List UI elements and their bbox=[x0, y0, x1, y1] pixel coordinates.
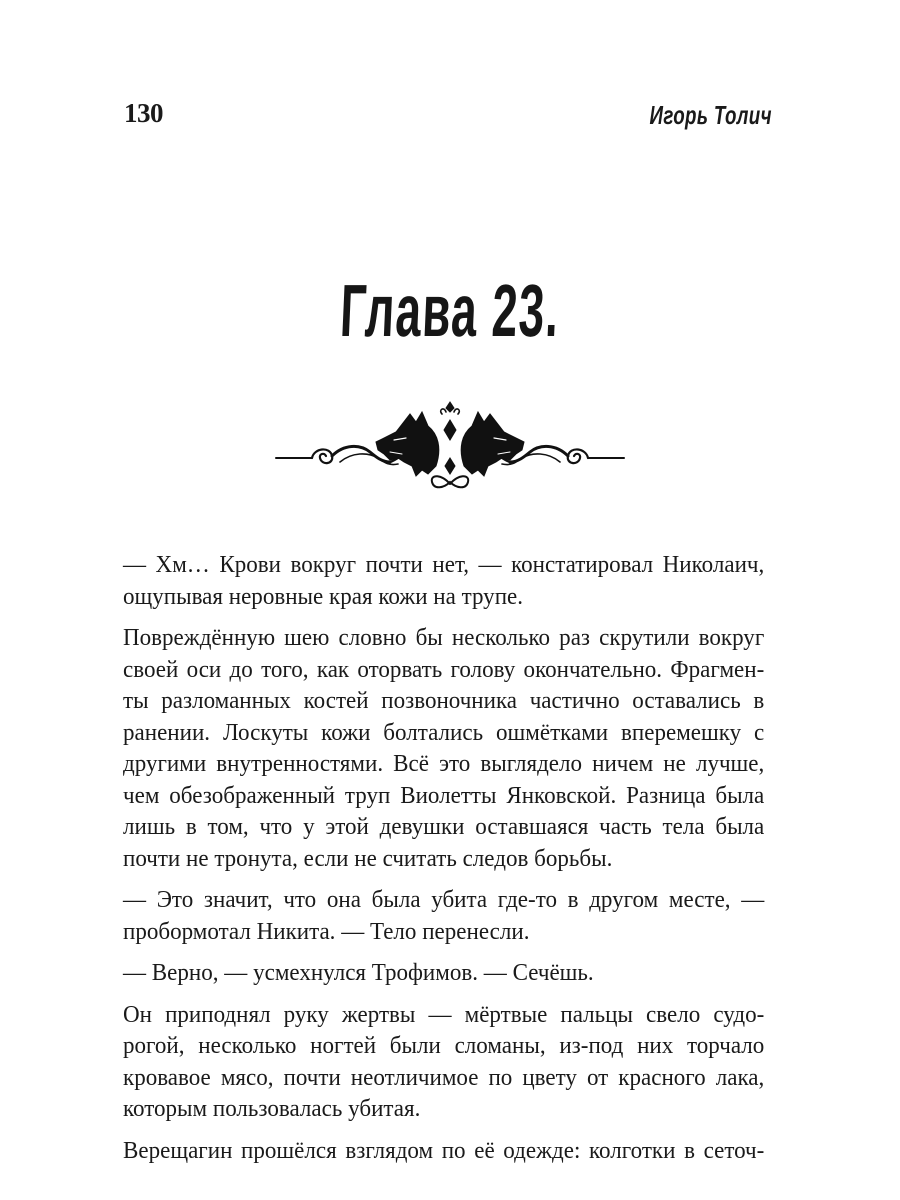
text-line: пробормотал Никита. — Тело перенесли. bbox=[123, 918, 530, 945]
text-line: рогой, несколько ногтей были сломаны, из-под них торчало bbox=[123, 1033, 765, 1059]
chapter-title: Глава 23. bbox=[338, 269, 562, 352]
text-line: кровавое мясо, почти неотличимое по цвету от красного лака, bbox=[123, 1064, 765, 1091]
text-line: — Верно, — усмехнулся Трофимов. — Сечёшь. bbox=[123, 960, 594, 986]
paragraph bbox=[123, 1000, 764, 1126]
text-line: ранении. Лоскуты кожи болтались ошмётками вперемешку с bbox=[123, 719, 765, 746]
text-line: — Хм… Крови вокруг почти нет, — констатировал Николаич, bbox=[123, 552, 765, 578]
running-head-author: Игорь Толич bbox=[649, 100, 772, 130]
text-line: ощупывая неровные края кожи на трупе. bbox=[123, 583, 524, 610]
text-line: ты разломанных костей позвоночника частично оставались в bbox=[123, 688, 765, 714]
paragraph bbox=[123, 1136, 764, 1168]
text-line: Повреждённую шею словно бы несколько раз скрутили вокруг bbox=[123, 625, 765, 651]
text-line: которым пользовалась убитая. bbox=[123, 1096, 421, 1122]
text-line: чем обезображенный труп Виолетты Янковской. Разница была bbox=[123, 782, 765, 809]
text-line: Он приподнял руку жертвы — мёртвые пальцы свело судо- bbox=[123, 1001, 765, 1028]
paragraph bbox=[123, 958, 764, 990]
body-text bbox=[123, 550, 764, 1177]
text-line: своей оси до того, как оторвать голову окончательно. Фрагмен- bbox=[123, 656, 765, 683]
paragraph bbox=[123, 550, 764, 613]
text-line: почти не тронута, если не считать следов борьбы. bbox=[123, 845, 613, 872]
page-number: 130 bbox=[124, 98, 163, 128]
text-line: другими внутренностями. Всё это выглядело ничем не лучше, bbox=[123, 751, 765, 777]
text-line: Верещагин прошёлся взглядом по её одежде: колготки в сеточ- bbox=[123, 1137, 765, 1164]
paragraph bbox=[123, 885, 764, 948]
paragraph bbox=[123, 623, 764, 875]
text-line: лишь в том, что у этой девушки оставшаяся часть тела была bbox=[123, 814, 765, 840]
wolf-heads-ornament-icon bbox=[272, 400, 628, 494]
text-line: — Это значит, что она была убита где-то в другом месте, — bbox=[123, 887, 765, 913]
